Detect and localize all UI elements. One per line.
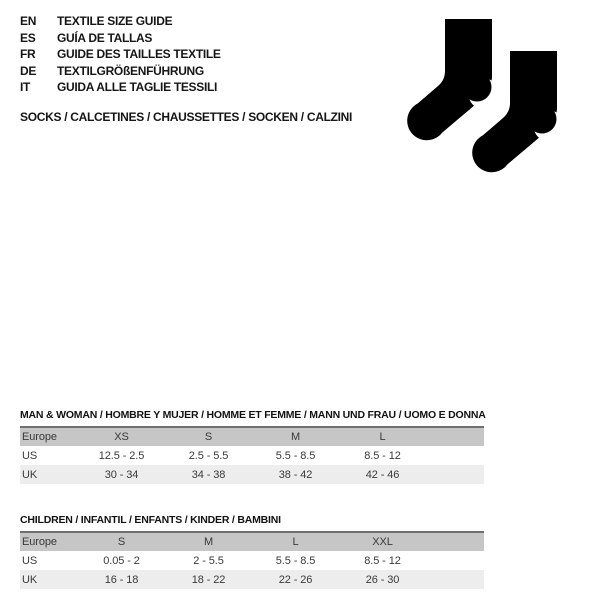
table-header-row [20,532,484,551]
children-size-table [20,531,484,589]
children-table-title: CHILDREN / INFANTIL / ENFANTS / KINDER / BAMBINI [20,514,281,526]
cell-filler [426,551,484,570]
lang-row-fr [20,46,221,63]
size-value: 22 - 26 [278,573,313,586]
children-size-section [20,515,484,589]
size-value: 18 - 22 [191,573,226,586]
lang-code-it: IT [20,80,31,95]
table-row [20,446,484,465]
adults-size-table [20,426,484,484]
header-cell-size: XXL [372,536,393,548]
lang-row-de [20,63,221,80]
size-value: 8.5 - 12 [364,554,401,567]
size-value: 38 - 42 [278,468,313,481]
header-cell-region: Europe [22,431,57,443]
size-value: 0.05 - 2 [103,554,140,567]
table-header-row [20,427,484,446]
header-cell-region: Europe [22,536,57,548]
lang-code-de: DE [20,63,37,78]
size-value: 2 - 5.5 [193,554,224,567]
lang-code-fr: FR [20,47,36,62]
size-value: 5.5 - 8.5 [275,554,316,567]
header-cell-size: S [117,536,126,548]
header-cell-size: L [379,431,386,443]
row-label: UK [22,468,38,481]
adults-table-title: MAN & WOMAN / HOMBRE Y MUJER / HOMME ET FEMME / MANN UND FRAU / UOMO E DONNA [20,409,486,421]
cell-filler [426,465,484,484]
cell-filler [426,570,484,589]
lang-row-it [20,79,221,96]
size-value: 16 - 18 [104,573,139,586]
size-value: 5.5 - 8.5 [275,449,316,462]
row-label: US [22,554,38,567]
lang-label-en: TEXTILE SIZE GUIDE [57,14,173,29]
size-value: 26 - 30 [365,573,400,586]
language-title-list [20,13,221,96]
lang-code-en: EN [20,14,37,29]
table-row [20,551,484,570]
table-row [20,465,484,484]
size-value: 42 - 46 [365,468,400,481]
header-cell-filler [426,532,484,551]
size-value: 8.5 - 12 [364,449,401,462]
size-value: 2.5 - 5.5 [188,449,229,462]
size-value: 12.5 - 2.5 [98,449,145,462]
header-cell-size: L [292,536,299,548]
header-cell-size: XS [114,431,129,443]
header-cell-filler [426,427,484,446]
row-label: US [22,449,38,462]
size-value: 30 - 34 [104,468,139,481]
adults-size-section [20,410,484,484]
row-label: UK [22,573,38,586]
lang-label-de: TEXTILGRÖßENFÜHRUNG [57,63,204,78]
header-cell-size: M [203,536,214,548]
lang-row-es [20,30,221,47]
lang-label-es: GUÍA DE TALLAS [57,30,153,45]
header-cell-size: M [290,431,301,443]
size-value: 34 - 38 [191,468,226,481]
cell-filler [426,446,484,465]
lang-label-fr: GUIDE DES TAILLES TEXTILE [57,47,221,62]
sock-back [407,19,499,140]
header-cell-size: S [204,431,213,443]
category-heading: SOCKS / CALCETINES / CHAUSSETTES / SOCKEN / CALZINI [20,110,353,124]
table-row [20,570,484,589]
socks-icon [400,10,570,180]
lang-label-it: GUIDA ALLE TAGLIE TESSILI [57,80,218,95]
lang-row-en [20,13,221,30]
lang-code-es: ES [20,30,36,45]
